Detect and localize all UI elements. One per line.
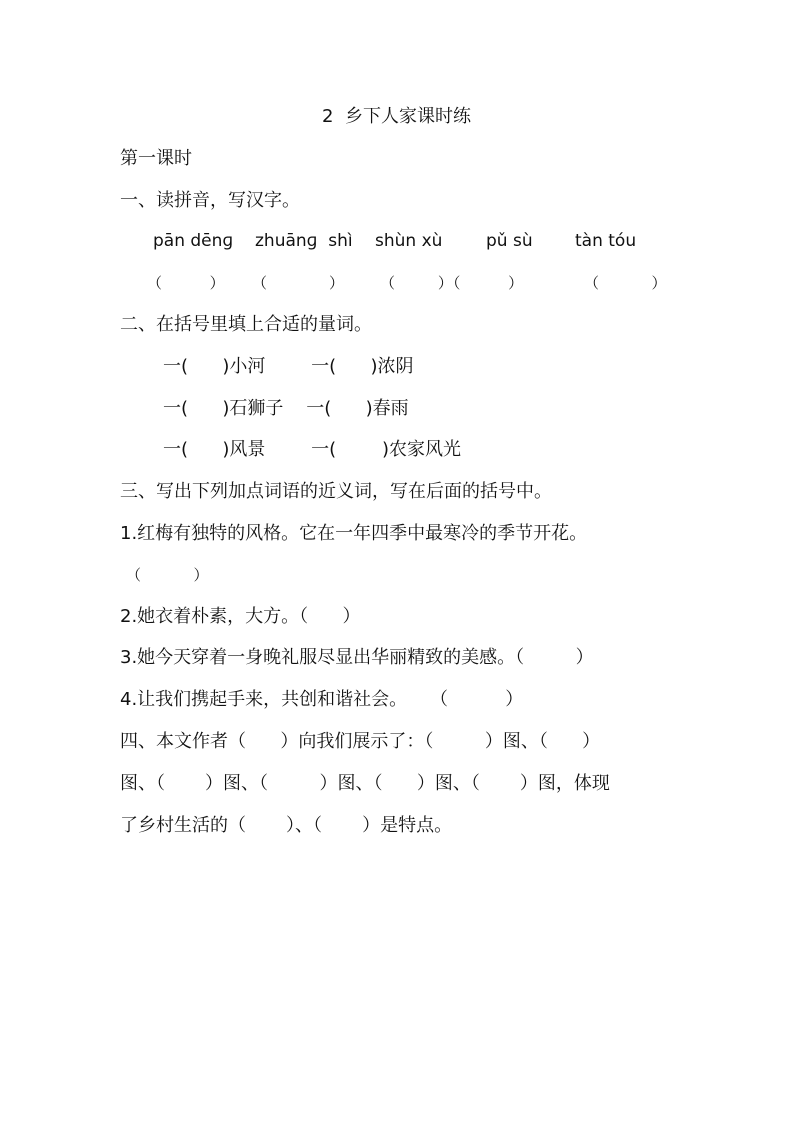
- section2-heading: 二、在括号里填上合适的量词。: [120, 314, 372, 335]
- section4-line: 了乡村生活的（ ）、（ ）是特点。: [120, 815, 453, 836]
- pinyin-item: pān dēnɡ: [153, 231, 234, 251]
- measure-word-row: 一( )小河 一( )浓阴: [163, 356, 414, 377]
- measure-word-row: 一( )石狮子 一( )春雨: [163, 398, 409, 419]
- lesson-label: 第一课时: [120, 148, 192, 169]
- question-1: 1.红梅有独特的风格。它在一年四季中最寒冷的季节开花。: [120, 523, 588, 544]
- measure-word-row: 一( )风景 一( )农家风光: [163, 439, 461, 460]
- pinyin-item: zhuānɡ shì: [255, 231, 353, 251]
- question-2: 2.她衣着朴素，大方。（ ）: [120, 606, 361, 627]
- answer-blank[interactable]: （ ）: [584, 274, 667, 292]
- section4-line: 图、（ ）图、（ ）图、（ ）图、（ ）图，体现: [120, 773, 610, 794]
- section3-heading: 三、写出下列加点词语的近义词，写在后面的括号中。: [120, 481, 552, 502]
- pinyin-item: pǔ sù: [486, 231, 533, 251]
- question-4: 4.让我们携起手来，共创和谐社会。 （ ）: [120, 689, 524, 710]
- pinyin-item: shùn xù: [375, 231, 443, 251]
- answer-blank[interactable]: （ ）: [252, 274, 344, 292]
- answer-blank[interactable]: （ ）（ ）: [380, 274, 524, 292]
- page-title: 2 乡下人家课时练: [322, 106, 471, 127]
- section1-heading: 一、读拼音，写汉字。: [120, 190, 300, 211]
- pinyin-item: tàn tóu: [575, 231, 637, 251]
- section4-line: 四、本文作者（ ）向我们展示了：（ ）图、（ ）: [120, 731, 601, 752]
- question-1-blank[interactable]: （ ）: [126, 566, 209, 584]
- answer-blank[interactable]: （ ）: [147, 274, 225, 292]
- question-3: 3.她今天穿着一身晚礼服尽显出华丽精致的美感。（ ）: [120, 647, 594, 668]
